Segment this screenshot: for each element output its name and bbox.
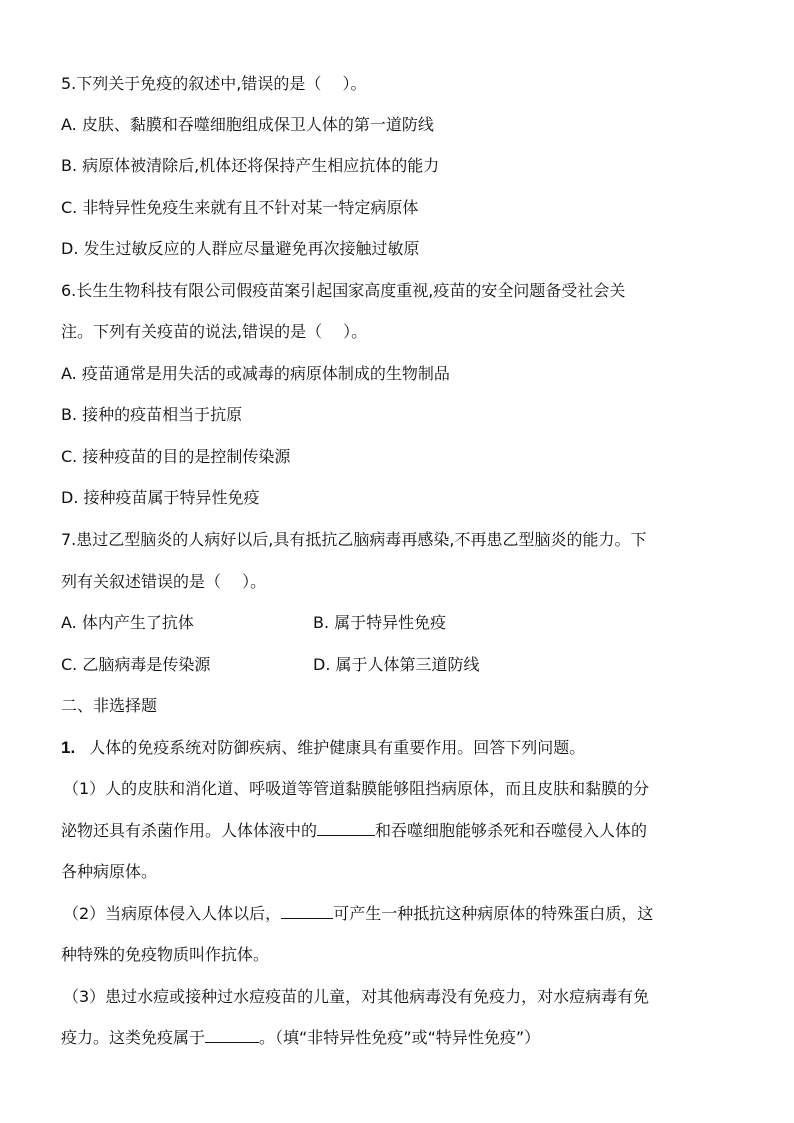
q5-stem: 5.下列关于免疫的叙述中,错误的是（ ）。 — [61, 74, 367, 93]
q6-option-b: B. 接种的疫苗相当于抗原 — [61, 405, 243, 424]
part1-line1: （1）人的皮肤和消化道、呼吸道等管道黏膜能够阻挡病原体，而且皮肤和黏膜的分 — [63, 779, 650, 798]
q6-stem-line1: 6.长生生物科技有限公司假疫苗案引起国家高度重视,疫苗的安全问题备受社会关 — [61, 281, 626, 300]
q7-stem-line1: 7.患过乙型脑炎的人病好以后,具有抵抗乙脑病毒再感染,不再患乙型脑炎的能力。下 — [61, 530, 647, 549]
q6-option-c: C. 接种疫苗的目的是控制传染源 — [61, 447, 291, 466]
part3-line2-before-blank: 疫力。这类免疫属于 — [61, 1028, 206, 1047]
part2-line1 — [63, 903, 754, 925]
q5-option-a: A. 皮肤、黏膜和吞噬细胞组成保卫人体的第一道防线 — [61, 115, 434, 134]
part3-line2 — [61, 1027, 754, 1049]
part1-line2 — [61, 820, 754, 842]
part2-line1-before-blank: （2）当病原体侵入人体以后， — [63, 904, 282, 923]
section-heading: 二、非选择题 — [61, 696, 158, 715]
q6-option-d: D. 接种疫苗属于特异性免疫 — [61, 488, 260, 507]
part1-line2-after-blank: 和吞噬细胞能够杀死和吞噬侵入人体的 — [375, 821, 648, 840]
q7-option-b: B. 属于特异性免疫 — [313, 613, 447, 632]
q7-option-d: D. 属于人体第三道防线 — [313, 655, 480, 674]
q5-option-d: D. 发生过敏反应的人群应尽量避免再次接触过敏原 — [61, 239, 420, 258]
part3-line2-after-blank: 。（填“非特异性免疫”或“特异性免疫”） — [259, 1028, 541, 1047]
nonchoice-q1-text: 人体的免疫系统对防御疾病、维护健康具有重要作用。回答下列问题。 — [89, 738, 586, 757]
q7-stem-line2: 列有关叙述错误的是（ ）。 — [61, 572, 267, 591]
part2-line2: 种特殊的免疫物质叫作抗体。 — [61, 945, 270, 964]
nonchoice-q1-number: 1. — [61, 738, 76, 757]
answer-blank-1[interactable] — [317, 821, 375, 836]
nonchoice-q1-stem — [61, 737, 754, 759]
part2-line1-after-blank: 可产生一种抵抗这种病原体的特殊蛋白质，这 — [333, 904, 654, 923]
answer-blank-3[interactable] — [205, 1028, 259, 1043]
part1-line2-before-blank: 泌物还具有杀菌作用。人体体液中的 — [61, 821, 318, 840]
q6-option-a: A. 疫苗通常是用失活的或减毒的病原体制成的生物制品 — [61, 364, 450, 383]
q5-option-b: B. 病原体被清除后,机体还将保持产生相应抗体的能力 — [61, 156, 440, 175]
q5-option-c: C. 非特异性免疫生来就有且不针对某一特定病原体 — [61, 198, 419, 217]
answer-blank-2[interactable] — [281, 904, 333, 919]
part3-line1: （3）患过水痘或接种过水痘疫苗的儿童，对其他病毒没有免疫力，对水痘病毒有免 — [63, 987, 650, 1006]
part1-line3: 各种病原体。 — [61, 862, 158, 881]
q6-stem-line2: 注。下列有关疫苗的说法,错误的是（ ）。 — [61, 322, 368, 341]
q7-option-c: C. 乙脑病毒是传染源 — [61, 655, 211, 674]
q7-option-a: A. 体内产生了抗体 — [61, 613, 194, 632]
